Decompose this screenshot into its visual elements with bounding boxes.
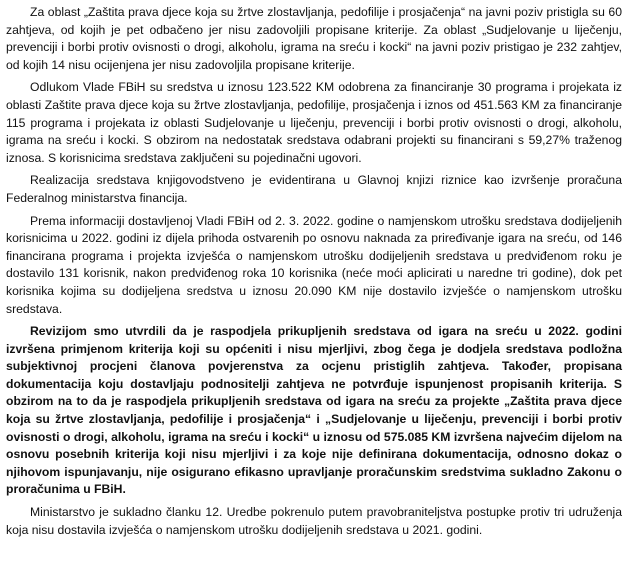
paragraph-audit-finding: Revizijom smo utvrdili da je raspodjela prikupljenih sredstava od igara na sreću u 2022. godini izvršena primjenom kriterija koji su općeniti i nisu mjerljivi, zbog čega je dodjela sredstava podložna subjektivnoj procjeni članova povjerenstva za ocjenu pristiglih zahtjeva. Također, propisana dokumentacija koju dostavljaju podnositelji zahtjeva ne potvrđuje ispunjenost propisanih kriterija. S obzirom na to da je raspodjela prikupljenih sredstava od igara na sreću za projekte „Zaštita prava djece koja su žrtve zlostavljanja, pedofilije i prosjačenja“ i „Sudjelovanje u liječenju, prevenciji i borbi protiv ovisnosti o drogi, alkoholu, igrama na sreću i kocki“ u iznosu od 575.085 KM izvršena najvećim dijelom na osnovu posebnih kriterija koji nisu mjerljivi i za koje nije definirana dokumentacija, odnosno dokaz o njihovom ispunjavanju, nije osigurano efikasno upravljanje proračunskim sredstvima sukladno Zakonu o proračunima u FBiH.	[6, 324, 622, 497]
paragraph-applications: Za oblast „Zaštita prava djece koja su žrtve zlostavljanja, pedofilije i prosjačenja“ na javni poziv pristigla su 60 zahtjeva, od kojih je pet odbačeno jer nisu zadovoljili propisane kriterije. Za oblast „Sudjelovanje u liječenju, prevenciji i borbi protiv ovisnosti o drogi, alkoholu, igrama na sreću i kocki“ na javni poziv pristigao je 232 zahtjev, od kojih 14 nisu ocijenjena jer nisu zadovoljila propisane kriterije.	[6, 5, 622, 72]
paragraph-government-decision: Odlukom Vlade FBiH su sredstva u iznosu 123.522 KM odobrena za financiranje 30 programa i projekata iz oblasti Zaštite prava djece koja su žrtve zlostavljanja, pedofilije, prosjačenja i iznos od 451.563 KM za financiranje 115 programa i projekata iz oblasti Sudjelovanje u liječenju, prevenciji i borbi protiv ovisnosti o drogi, alkoholu, igrama na sreću i kocki. S obzirom na nedostatak sredstava odabrani projekti su financirani s 59,27% traženog iznosa. S korisnicima sredstava zaključeni su pojedinačni ugovori.	[6, 80, 622, 165]
paragraph-report-info: Prema informaciji dostavljenoj Vladi FBiH od 2. 3. 2022. godine o namjenskom utrošku sredstava dodijeljenih korisnicima u 2022. godini iz dijela prihoda ostvarenih po osnovu naknada za priređivanje igara na sreću, od 146 financirana programa i projekta izvješća o namjenskom utrošku dodijeljenih sredstava u predviđenom roku je dostavilo 131 korisnik, nakon predviđenog roka 10 korisnika (neće moći aplicirati u naredne tri godine), dok pet korisnika kojima su dodijeljena sredstva u iznosu 20.090 KM nije dostavilo izvješće o namjenskom utrošku sredstava.	[6, 213, 622, 316]
paragraph-realization: Realizacija sredstava knjigovodstveno je evidentirana u Glavnoj knjizi riznice kao izvršenje proračuna Federalnog ministarstva financija.	[6, 173, 622, 205]
paragraph-ministry-action: Ministarstvo je sukladno članku 12. Uredbe pokrenulo putem pravobraniteljstva postupke protiv tri udruženja koja nisu dostavila izvješća o namjenskom utrošku dodijeljenih sredstava u 2021. godini.	[6, 505, 622, 537]
document-page	[6, 4, 622, 539]
